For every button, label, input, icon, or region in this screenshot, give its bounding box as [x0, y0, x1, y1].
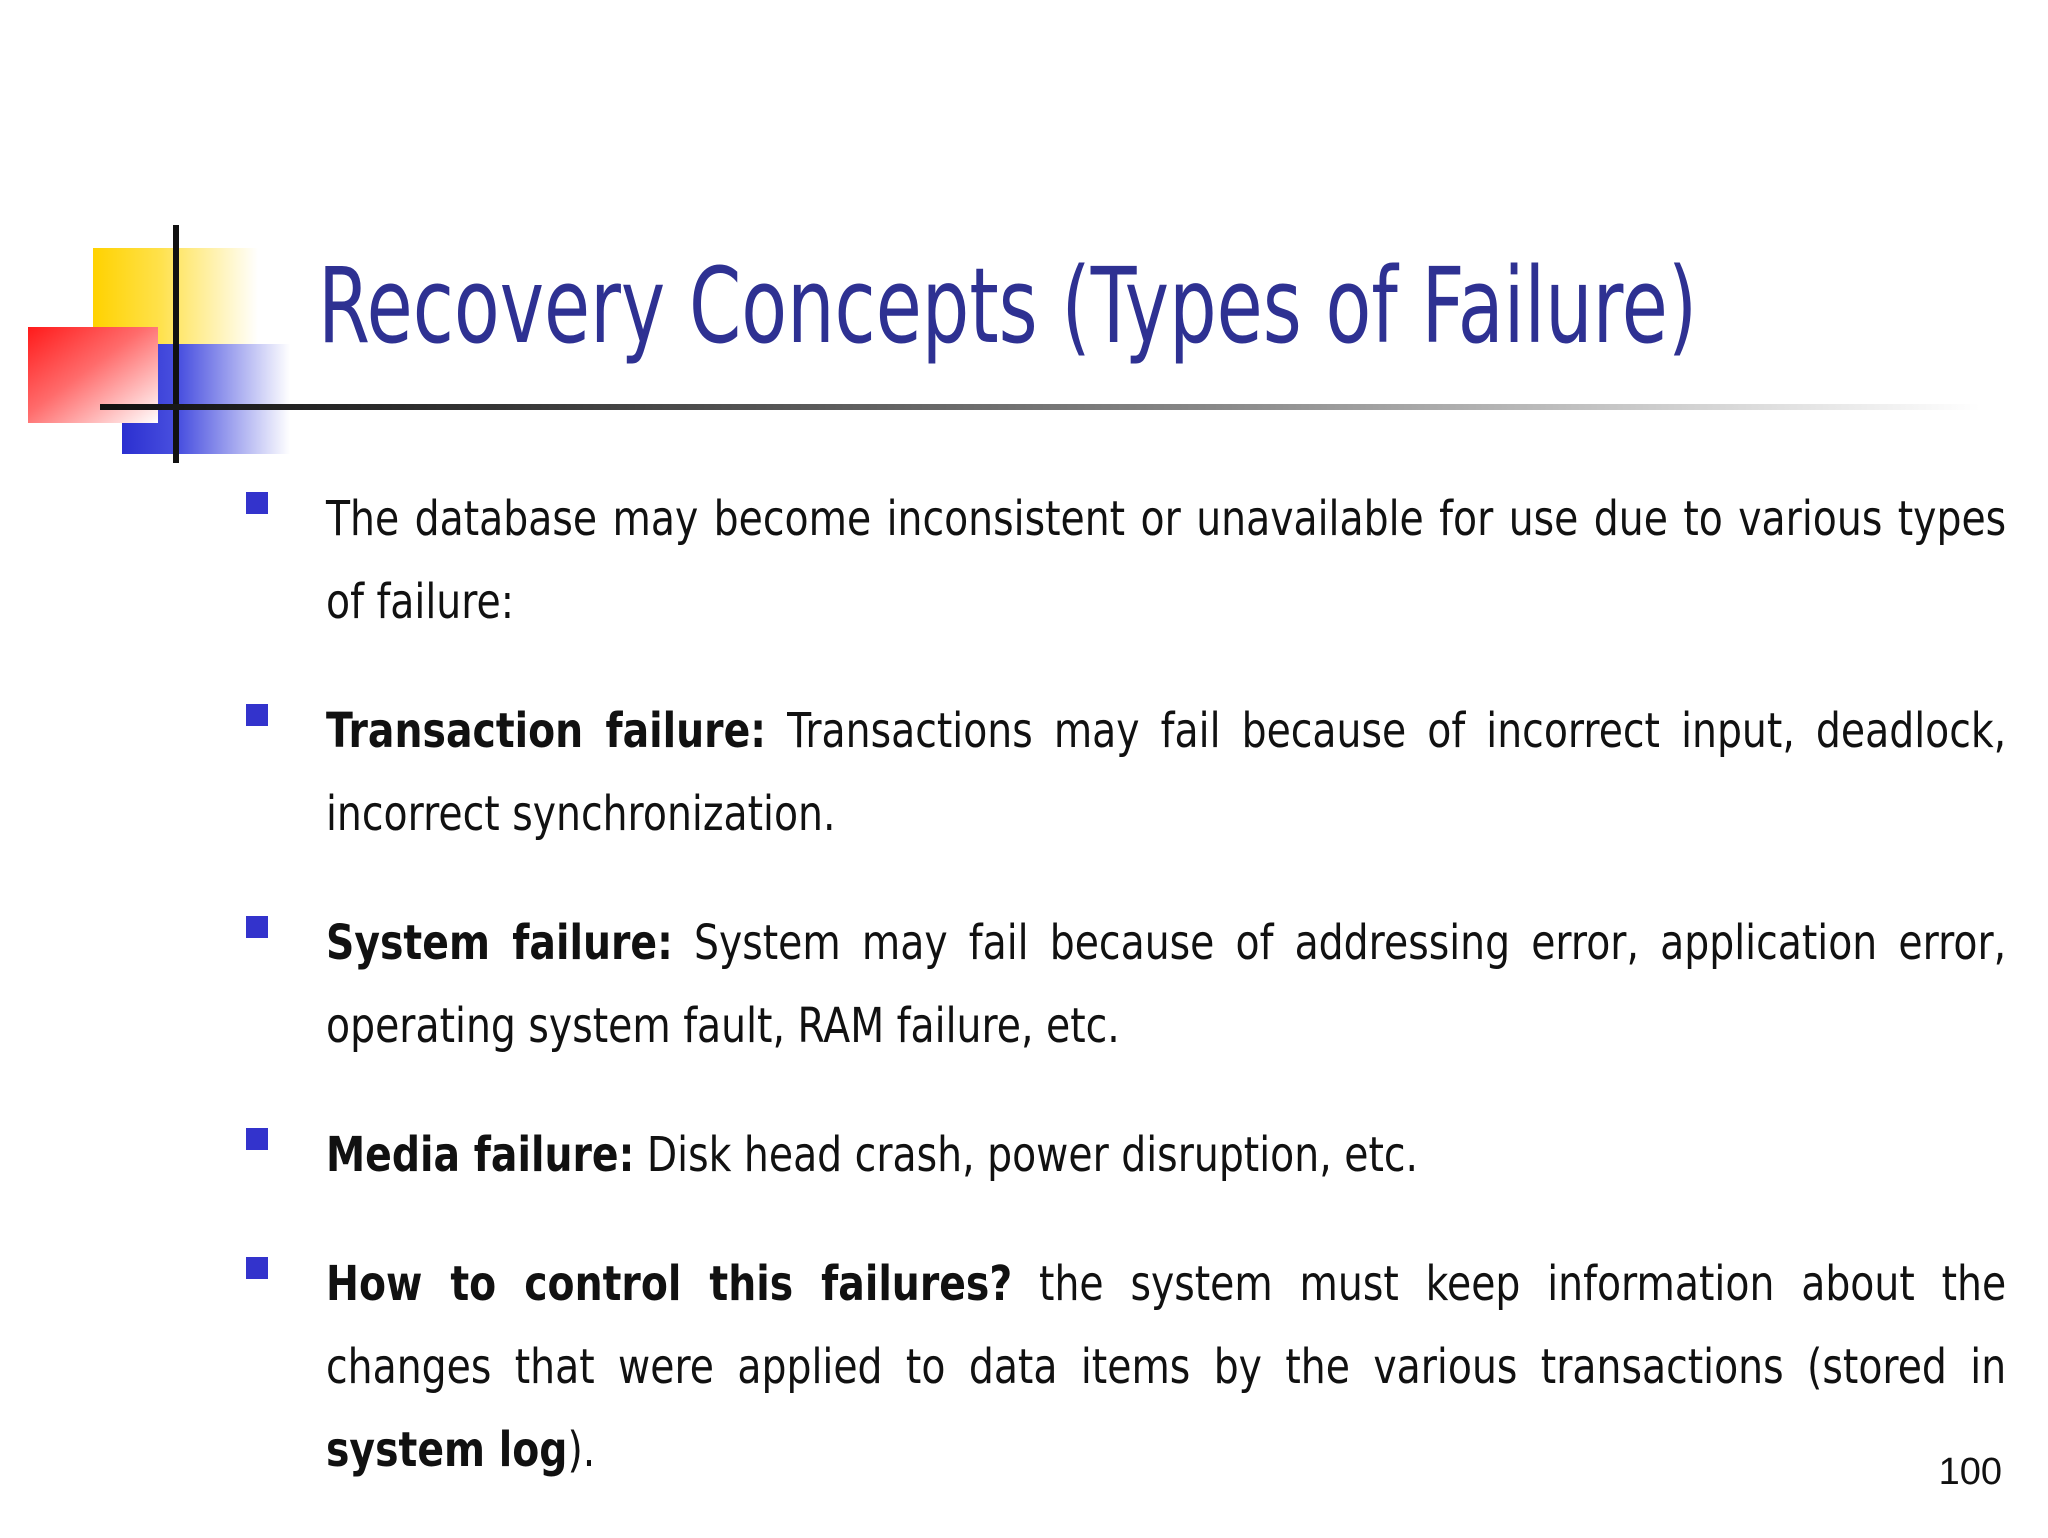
square-bullet-icon — [246, 1257, 268, 1279]
bullet-body: The database may become inconsistent or unavailable for use due to various types of failure: — [326, 491, 2007, 630]
square-bullet-icon — [246, 1128, 268, 1150]
bullet-body: System may fail because of addressing error, application error, operating system fault, RAM failure, etc. — [326, 915, 2007, 1054]
bullet-body: Disk head crash, power disruption, etc. — [646, 1127, 1419, 1183]
bullet-item-system-failure — [246, 902, 2006, 1068]
bullet-item-intro — [246, 478, 2006, 644]
square-bullet-icon — [246, 704, 268, 726]
bullet-text-wrapper — [326, 690, 2007, 856]
page-number: 100 — [1938, 1451, 2002, 1493]
bullet-lead: Media failure: — [326, 1127, 635, 1183]
bullet-emphasis: system log — [326, 1422, 568, 1478]
bullet-body: Transactions may fail because of incorrect input, deadlock, incorrect synchronization. — [326, 703, 2007, 842]
square-bullet-icon — [246, 916, 268, 938]
bullet-lead: System failure: — [326, 915, 673, 971]
square-bullet-icon — [246, 492, 268, 514]
bullet-lead: Transaction failure: — [326, 703, 767, 759]
bullet-text — [326, 1243, 2006, 1492]
bullet-item-transaction-failure — [246, 690, 2006, 856]
slide-logo — [0, 0, 300, 470]
bullet-list — [246, 478, 2006, 1538]
bullet-item-media-failure — [246, 1114, 2006, 1197]
bullet-text — [326, 902, 2006, 1068]
bullet-tail: ). — [567, 1422, 596, 1478]
title-underline — [100, 404, 1980, 410]
bullet-lead: How to control this failures? — [326, 1256, 1013, 1312]
bullet-text — [326, 1114, 2006, 1197]
bullet-text-wrapper — [326, 902, 2007, 1068]
slide-title: Recovery Concepts (Types of Failure) — [318, 245, 1698, 367]
bullet-text — [326, 690, 2006, 856]
bullet-text-wrapper — [326, 478, 2007, 644]
bullet-body: the system must keep information about the changes that were applied to data items by the various transactions (stored in — [326, 1256, 2007, 1395]
bullet-item-how-to-control — [246, 1243, 2006, 1492]
logo-vertical-line — [173, 225, 179, 463]
bullet-text-wrapper — [326, 1114, 1704, 1197]
bullet-text — [326, 478, 2006, 644]
